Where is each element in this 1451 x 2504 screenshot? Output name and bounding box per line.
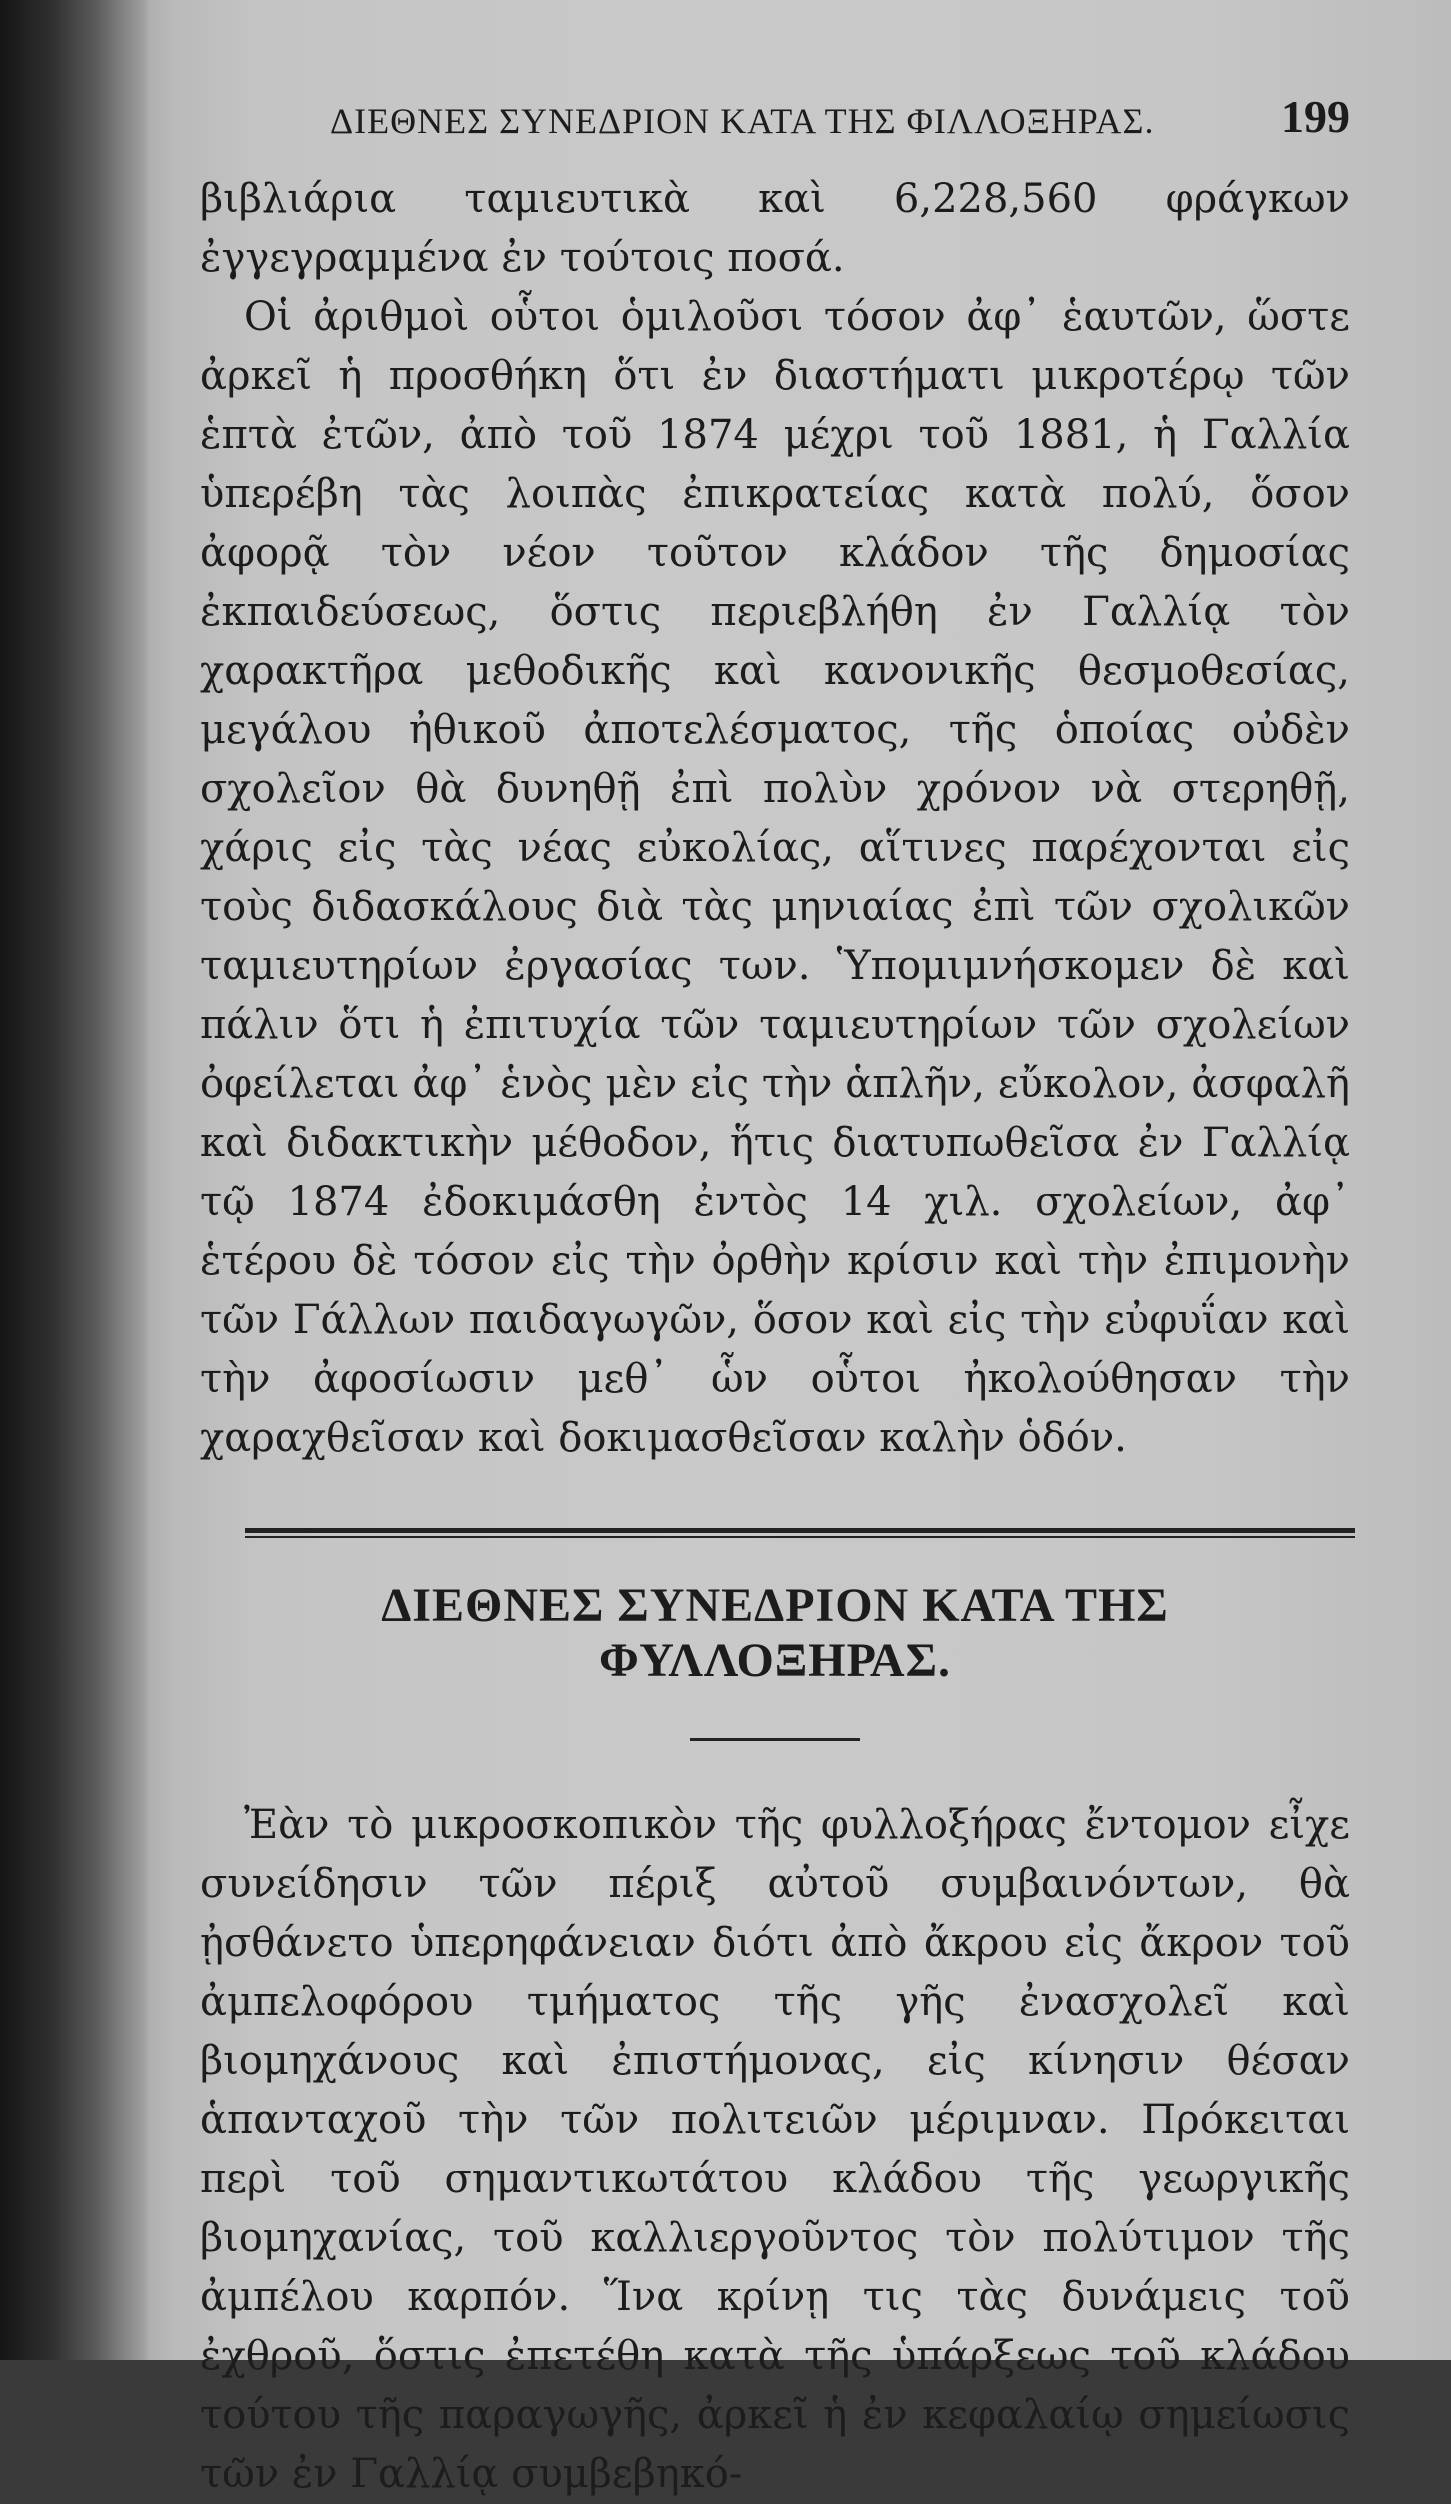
paragraph-numbers: Οἱ ἀριθμοὶ οὗτοι ὁμιλοῦσι τόσον ἀφ᾿ ἑαυτῶν, ὥστε ἀρκεῖ ἡ προσθήκη ὅτι ἐν διαστήματι μικροτέρῳ τῶν ἑπτὰ ἐτῶν, ἀπὸ τοῦ 1874 μέχρι τοῦ 1881, ἡ Γαλλία ὑπερέβη τὰς λοιπὰς ἐπικρατείας κατὰ πολύ, ὅσον ἀφορᾷ τὸν νέον τοῦτον κλάδον τῆς δημοσίας ἐκπαιδεύσεως, ὅστις περιεβλήθη ἐν Γαλλίᾳ τὸν χαρακτῆρα μεθοδικῆς καὶ κανονικῆς θεσμοθεσίας, μεγάλου ἠθικοῦ ἀποτελέσματος, τῆς ὁποίας οὐδὲν σχολεῖον θὰ δυνηθῇ ἐπὶ πολὺν χρόνον νὰ στερηθῇ, χάρις εἰς τὰς νέας εὐκολίας, αἵτινες παρέχονται εἰς τοὺς διδασκάλους διὰ τὰς μηνιαίας ἐπὶ τῶν σχολικῶν ταμιευτηρίων ἐργασίας των. Ὑπομιμνήσκομεν δὲ καὶ πάλιν ὅτι ἡ ἐπιτυχία τῶν ταμιευτηρίων τῶν σχολείων ὀφείλεται ἀφ᾿ ἑνὸς μὲν εἰς τὴν ἁπλῆν, εὔκολον, ἀσφαλῆ καὶ διδακτικὴν μέθοδον, ἥτις διατυπωθεῖσα ἐν Γαλλίᾳ τῷ 1874 ἐδοκιμάσθη ἐντὸς 14 χιλ. σχολείων, ἀφ᾿ ἑτέρου δὲ τόσον εἰς τὴν ὀρθὴν κρίσιν καὶ τὴν ἐπιμονὴν τῶν Γάλλων παιδαγωγῶν, ὅσον καὶ εἰς τὴν εὐφυΐαν καὶ τὴν ἀφοσίωσιν μεθ᾿ ὧν οὗτοι ἠκολούθησαν τὴν χαραχθεῖσαν καὶ δοκιμασθεῖσαν καλὴν ὁδόν. — [200, 294, 1350, 1461]
running-title: ΔΙΕΘΝΕΣ ΣΥΝΕΔΡΙΟΝ ΚΑΤΑ ΤΗΣ ΦΙΛΛΟΞΗΡΑΣ. — [330, 101, 1155, 141]
page-content — [200, 90, 1350, 2504]
paragraph-continuation: βιβλιάρια ταμιευτικὰ καὶ 6,228,560 φράγκων ἐγγεγραμμένα ἐν τούτοις ποσά. — [200, 176, 1350, 281]
section-divider — [245, 1528, 1355, 1538]
section-title: ΔΙΕΘΝΕΣ ΣΥΝΕΔΡΙΟΝ ΚΑΤΑ ΤΗΣ ΦΥΛΛΟΞΗΡΑΣ. — [381, 1579, 1169, 1687]
page-number: 199 — [1281, 91, 1350, 142]
running-head — [200, 90, 1350, 160]
book-binding-shadow — [0, 0, 150, 2360]
title-underline — [690, 1738, 860, 1741]
paragraph-phylloxera: Ἐὰν τὸ μικροσκοπικὸν τῆς φυλλοξήρας ἔντομον εἶχε συνείδησιν τῶν πέριξ αὐτοῦ συμβαινόντων, θὰ ᾐσθάνετο ὑπερηφάνειαν διότι ἀπὸ ἄκρου εἰς ἄκρον τοῦ ἀμπελοφόρου τμήματος τῆς γῆς ἐνασχολεῖ καὶ βιομηχάνους καὶ ἐπιστήμονας, εἰς κίνησιν θέσαν ἁπανταχοῦ τὴν τῶν πολιτειῶν μέριμναν. Πρόκειται περὶ τοῦ σημαντικωτάτου κλάδου τῆς γεωργικῆς βιομηχανίας, τοῦ καλλιεργοῦντος τὸν πολύτιμον τῆς ἀμπέλου καρπόν. Ἵνα κρίνῃ τις τὰς δυνάμεις τοῦ ἐχθροῦ, ὅστις ἐπετέθη κατὰ τῆς ὑπάρξεως τοῦ κλάδου τούτου τῆς παραγωγῆς, ἀρκεῖ ἡ ἐν κεφαλαίῳ σημείωσις τῶν ἐν Γαλλίᾳ συμβεβηκό- — [200, 1802, 1350, 2497]
